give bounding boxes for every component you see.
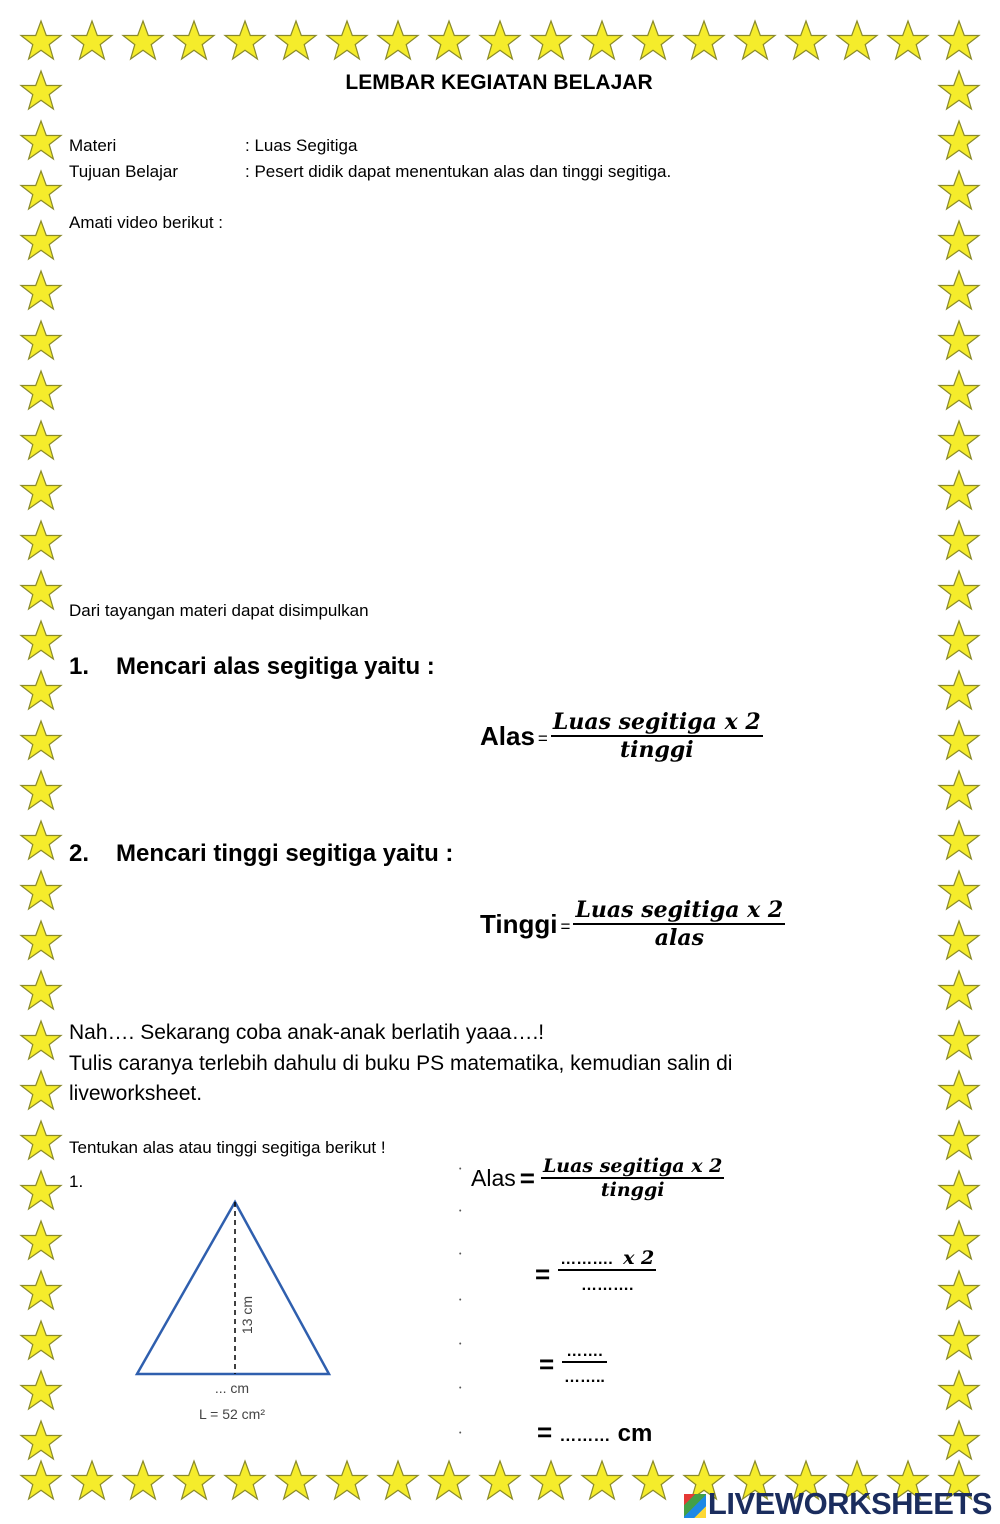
star-icon bbox=[939, 521, 979, 559]
star-icon bbox=[480, 1461, 520, 1499]
star-icon bbox=[939, 171, 979, 209]
star-icon bbox=[939, 1371, 979, 1409]
base-label: ... cm bbox=[214, 1380, 250, 1396]
formula-tinggi-fraction bbox=[573, 897, 785, 951]
star-icon bbox=[582, 1461, 622, 1499]
star-icon bbox=[21, 771, 61, 809]
star-icon bbox=[225, 1461, 265, 1499]
step1-numerator bbox=[558, 1247, 656, 1269]
bullet: • bbox=[459, 1208, 462, 1215]
star-icon bbox=[225, 21, 265, 59]
star-icon bbox=[72, 1461, 112, 1499]
star-icon bbox=[531, 21, 571, 59]
step2-eq: = bbox=[539, 1349, 555, 1380]
work-step2 bbox=[539, 1343, 607, 1387]
star-icon bbox=[21, 1121, 61, 1159]
work-step1 bbox=[535, 1247, 656, 1295]
star-icon bbox=[939, 371, 979, 409]
star-icon bbox=[939, 471, 979, 509]
star-icon bbox=[939, 771, 979, 809]
formula-tinggi-numerator: Luas segitiga x 2 bbox=[575, 897, 784, 923]
star-icon bbox=[21, 1021, 61, 1059]
star-icon bbox=[633, 21, 673, 59]
star-icon bbox=[174, 1461, 214, 1499]
logo-mark-icon bbox=[684, 1494, 706, 1518]
formula-tinggi-denominator: alas bbox=[654, 925, 704, 951]
star-icon bbox=[837, 21, 877, 59]
step2-den-blank[interactable]: …….. bbox=[563, 1368, 605, 1386]
step2-fraction bbox=[562, 1343, 606, 1387]
star-icon bbox=[21, 821, 61, 859]
star-icon bbox=[633, 1461, 673, 1499]
star-icon bbox=[939, 1421, 979, 1459]
bullet: • bbox=[459, 1430, 462, 1437]
star-icon bbox=[786, 21, 826, 59]
star-icon bbox=[939, 1021, 979, 1059]
star-icon bbox=[939, 1321, 979, 1359]
star-icon bbox=[21, 1071, 61, 1109]
star-icon bbox=[21, 1171, 61, 1209]
star-icon bbox=[939, 971, 979, 1009]
formula-tinggi bbox=[480, 897, 785, 951]
star-icon bbox=[21, 1321, 61, 1359]
formula-alas-numerator: Luas segitiga x 2 bbox=[552, 709, 761, 735]
star-icon bbox=[939, 21, 979, 59]
star-icon bbox=[939, 1271, 979, 1309]
star-icon bbox=[939, 671, 979, 709]
work-fraction bbox=[541, 1155, 724, 1201]
materi-label: Materi bbox=[69, 136, 117, 155]
star-icon bbox=[123, 1461, 163, 1499]
star-icon bbox=[939, 1071, 979, 1109]
fraction-bar bbox=[562, 1361, 606, 1363]
star-icon bbox=[939, 921, 979, 959]
star-icon bbox=[939, 1221, 979, 1259]
star-icon bbox=[21, 121, 61, 159]
item-number: 1. bbox=[69, 1172, 84, 1191]
star-icon bbox=[72, 21, 112, 59]
formula-alas-eq: = bbox=[537, 729, 548, 748]
star-icon bbox=[21, 221, 61, 259]
star-icon bbox=[276, 21, 316, 59]
video-area[interactable] bbox=[69, 238, 929, 583]
star-icon bbox=[327, 1461, 367, 1499]
star-icon bbox=[939, 421, 979, 459]
star-icon bbox=[480, 21, 520, 59]
formula-alas-fraction bbox=[551, 709, 763, 763]
height-label: 13 cm bbox=[239, 1295, 255, 1335]
work-numerator: Luas segitiga x 2 bbox=[542, 1155, 723, 1177]
star-icon bbox=[21, 1461, 61, 1499]
star-icon bbox=[939, 1171, 979, 1209]
triangle-shape bbox=[137, 1202, 329, 1374]
page-title: LEMBAR KEGIATAN BELAJAR bbox=[345, 71, 653, 94]
star-icon bbox=[21, 621, 61, 659]
bullet: • bbox=[459, 1297, 462, 1304]
star-icon bbox=[21, 21, 61, 59]
star-icon bbox=[939, 121, 979, 159]
step2-num-blank[interactable]: ……. bbox=[566, 1343, 603, 1360]
work-word: Alas bbox=[471, 1164, 516, 1191]
section2-number: 2. bbox=[69, 840, 90, 867]
star-icon bbox=[21, 171, 61, 209]
step1-num-blank[interactable]: ………. bbox=[560, 1251, 613, 1268]
star-icon bbox=[174, 21, 214, 59]
practice-line2: Tulis caranya terlebih dahulu di buku PS matematika, kemudian salin di bbox=[69, 1052, 733, 1075]
liveworksheets-logo[interactable] bbox=[684, 1486, 992, 1522]
fraction-bar bbox=[558, 1269, 656, 1271]
bullet: • bbox=[459, 1166, 462, 1173]
star-icon bbox=[21, 671, 61, 709]
section2-title: Mencari tinggi segitiga yaitu : bbox=[116, 840, 454, 867]
star-icon bbox=[21, 371, 61, 409]
practice-line3: liveworksheet. bbox=[69, 1082, 203, 1105]
step3-eq: = bbox=[537, 1417, 553, 1447]
logo-text: LIVEWORKSHEETS bbox=[707, 1486, 992, 1521]
section2-heading bbox=[69, 840, 453, 868]
star-icon bbox=[21, 521, 61, 559]
step1-fraction bbox=[558, 1247, 656, 1295]
star-icon bbox=[939, 271, 979, 309]
step3-blank[interactable]: ……… bbox=[559, 1426, 611, 1445]
star-icon bbox=[939, 871, 979, 909]
star-icon bbox=[21, 1421, 61, 1459]
star-icon bbox=[378, 21, 418, 59]
star-icon bbox=[939, 621, 979, 659]
star-icon bbox=[21, 271, 61, 309]
star-icon bbox=[888, 21, 928, 59]
star-icon bbox=[939, 821, 979, 859]
work-step3 bbox=[537, 1417, 652, 1448]
formula-alas bbox=[480, 709, 763, 763]
practice-line1: Nah…. Sekarang coba anak-anak berlatih yaaa….! bbox=[69, 1021, 545, 1044]
star-icon bbox=[276, 1461, 316, 1499]
work-eq: = bbox=[519, 1162, 535, 1193]
step1-eq: = bbox=[535, 1259, 551, 1290]
star-icon bbox=[939, 571, 979, 609]
star-icon bbox=[378, 1461, 418, 1499]
materi-value: : Luas Segitiga bbox=[245, 136, 358, 155]
practice-instruction: Tentukan alas atau tinggi segitiga berikut ! bbox=[69, 1138, 386, 1157]
step3-unit: cm bbox=[617, 1420, 653, 1447]
star-icon bbox=[582, 21, 622, 59]
formula-tinggi-word: Tinggi bbox=[480, 908, 558, 939]
star-icon bbox=[429, 1461, 469, 1499]
star-icon bbox=[531, 1461, 571, 1499]
star-icon bbox=[21, 721, 61, 759]
tujuan-label: Tujuan Belajar bbox=[69, 162, 178, 181]
section1-title: Mencari alas segitiga yaitu : bbox=[116, 653, 435, 680]
star-icon bbox=[21, 1371, 61, 1409]
star-icon bbox=[939, 1121, 979, 1159]
star-icon bbox=[21, 871, 61, 909]
bullet: • bbox=[459, 1341, 462, 1348]
formula-alas-denominator: tinggi bbox=[619, 737, 694, 763]
star-icon bbox=[123, 21, 163, 59]
star-icon bbox=[21, 971, 61, 1009]
star-icon bbox=[684, 21, 724, 59]
star-icon bbox=[429, 21, 469, 59]
step1-num-suffix: x 2 bbox=[623, 1247, 655, 1269]
formula-tinggi-eq: = bbox=[560, 917, 571, 936]
star-icon bbox=[21, 471, 61, 509]
work-denominator: tinggi bbox=[600, 1179, 665, 1201]
tujuan-value: : Pesert didik dapat menentukan alas dan tinggi segitiga. bbox=[245, 162, 672, 181]
conclusion-intro: Dari tayangan materi dapat disimpulkan bbox=[69, 601, 369, 620]
star-icon bbox=[21, 571, 61, 609]
star-icon bbox=[21, 1221, 61, 1259]
section1-heading bbox=[69, 653, 435, 681]
bullet: • bbox=[459, 1385, 462, 1392]
area-label: L = 52 cm² bbox=[198, 1406, 266, 1422]
star-icon bbox=[939, 721, 979, 759]
work-formula bbox=[471, 1155, 724, 1201]
star-icon bbox=[939, 321, 979, 359]
video-prompt: Amati video berikut : bbox=[69, 213, 224, 232]
star-icon bbox=[735, 21, 775, 59]
formula-alas-word: Alas bbox=[480, 720, 535, 751]
triangle-figure bbox=[120, 1190, 360, 1430]
bullet: • bbox=[459, 1251, 462, 1258]
star-icon bbox=[939, 221, 979, 259]
section1-number: 1. bbox=[69, 653, 90, 680]
star-icon bbox=[21, 321, 61, 359]
star-icon bbox=[327, 21, 367, 59]
star-icon bbox=[21, 421, 61, 459]
step1-den-blank[interactable]: ………. bbox=[581, 1276, 634, 1294]
star-icon bbox=[21, 921, 61, 959]
star-icon bbox=[21, 1271, 61, 1309]
